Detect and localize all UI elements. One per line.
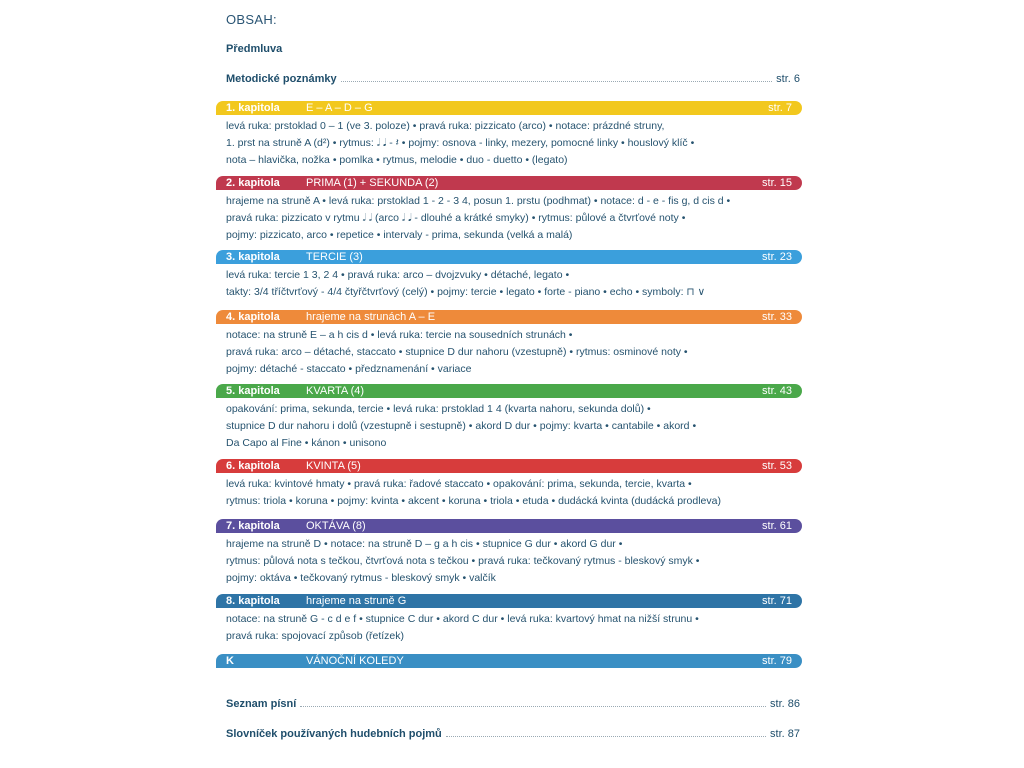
chapter-header-bar[interactable] (216, 519, 802, 533)
chapter-header-bar[interactable] (216, 459, 802, 473)
chapter-description (216, 324, 802, 378)
description-line: pravá ruka: pizzicato v rytmu 𝅗𝅥 𝅗𝅥 (arco 𝅗𝅥 𝅘𝅥 - dlouhé a krátké smyky) • rytmus: půlové a čtvrťové noty • (226, 212, 686, 224)
description-line: levá ruka: prstoklad 0 – 1 (ve 3. poloze) • pravá ruka: pizzicato (arco) • notace: prázdné struny, (226, 120, 665, 132)
dot-leader (341, 81, 773, 82)
chapter-description (216, 190, 802, 244)
chapter-block[interactable] (216, 101, 802, 169)
chapter-block[interactable] (216, 250, 802, 301)
chapter-page: str. 43 (762, 385, 792, 397)
chapter-description (216, 608, 802, 645)
description-line: hrajeme na struně D • notace: na struně D – g a h cis • stupnice G dur • akord G dur • (226, 538, 623, 550)
chapter-page: str. 71 (762, 595, 792, 607)
chapter-block[interactable] (216, 459, 802, 510)
chapter-number: 6. kapitola (226, 460, 280, 472)
chapter-number: 3. kapitola (226, 251, 280, 263)
description-line: levá ruka: tercie 1 3, 2 4 • pravá ruka: arco – dvojzvuky • détaché, legato • (226, 269, 570, 281)
description-line: pravá ruka: spojovací způsob (řetízek) (226, 630, 404, 642)
chapter-block[interactable] (216, 519, 802, 587)
chapter-page: str. 23 (762, 251, 792, 263)
description-line: rytmus: půlová nota s tečkou, čtvrťová nota s tečkou • pravá ruka: tečkovaný rytmus - bleskový smyk • (226, 555, 700, 567)
chapter-title: TERCIE (3) (306, 251, 363, 263)
entry-title: Předmluva (226, 43, 283, 55)
chapter-description (216, 398, 802, 452)
description-line: stupnice D dur nahoru i dolů (vzestupně i sestupně) • akord D dur • pojmy: kvarta • cantabile • akord • (226, 420, 697, 432)
chapter-page: str. 7 (768, 102, 792, 114)
description-line: 1. prst na struně A (d²) • rytmus: 𝅗𝅥 𝅘𝅥 - 𝄽 • pojmy: osnova - linky, mezery, pomocné linky • houslový klíč • (226, 137, 695, 149)
description-line: rytmus: triola • koruna • pojmy: kvinta • akcent • koruna • triola • etuda • dudácká kvinta (dudácká prodleva) (226, 495, 721, 507)
description-line: notace: na struně G - c d e f • stupnice C dur • akord C dur • levá ruka: kvartový hmat na nižší strunu • (226, 613, 699, 625)
description-line: levá ruka: kvintové hmaty • pravá ruka: řadové staccato • opakování: prima, sekunda, tercie, kvarta • (226, 478, 692, 490)
entry-page: str. 6 (776, 73, 800, 85)
chapter-title: hrajeme na strunách A – E (306, 311, 436, 323)
description-line: opakování: prima, sekunda, tercie • levá ruka: prstoklad 1 4 (kvarta nahoru, sekunda dolů) • (226, 403, 651, 415)
chapter-block[interactable] (216, 654, 802, 668)
dot-leader (446, 736, 766, 737)
description-line: pojmy: pizzicato, arco • repetice • intervaly - prima, sekunda (velká a malá) (226, 229, 573, 241)
chapter-title: VÁNOČNÍ KOLEDY (306, 655, 404, 667)
description-line: pojmy: détaché - staccato • předznamenání • variace (226, 363, 472, 375)
description-line: nota – hlavička, nožka • pomlka • rytmus, melodie • duo - duetto • (legato) (226, 154, 568, 166)
chapter-block[interactable] (216, 384, 802, 452)
chapter-block[interactable] (216, 594, 802, 645)
chapter-page: str. 79 (762, 655, 792, 667)
entry-page: str. 87 (770, 728, 800, 740)
entry-title: Slovníček používaných hudebních pojmů (226, 728, 442, 740)
entry-title: Metodické poznámky (226, 73, 337, 85)
toc-entry-preface[interactable] (226, 43, 800, 55)
page-title: OBSAH: (226, 12, 277, 27)
chapter-description (216, 473, 802, 510)
chapter-header-bar[interactable] (216, 176, 802, 190)
chapter-title: OKTÁVA (8) (306, 520, 366, 532)
chapter-number: 5. kapitola (226, 385, 280, 397)
chapter-page: str. 53 (762, 460, 792, 472)
chapter-block[interactable] (216, 310, 802, 378)
chapter-number: 2. kapitola (226, 177, 280, 189)
dot-leader (300, 706, 766, 707)
chapter-number: 1. kapitola (226, 102, 280, 114)
chapter-description (216, 533, 802, 587)
chapter-title: E – A – D – G (306, 102, 373, 114)
description-line: pravá ruka: arco – détaché, staccato • stupnice D dur nahoru (vzestupně) • rytmus: osminové noty • (226, 346, 688, 358)
description-line: hrajeme na struně A • levá ruka: prstoklad 1 - 2 - 3 4, posun 1. prstu (podhmat) • notace: d - e - fis g, d cis d • (226, 195, 731, 207)
chapter-header-bar[interactable] (216, 384, 802, 398)
toc-entry-methodical-notes[interactable] (226, 73, 800, 85)
chapter-page: str. 33 (762, 311, 792, 323)
chapter-page: str. 15 (762, 177, 792, 189)
chapter-page: str. 61 (762, 520, 792, 532)
chapter-number: K (226, 655, 234, 667)
chapter-title: PRIMA (1) + SEKUNDA (2) (306, 177, 439, 189)
toc-entry-glossary[interactable] (226, 728, 800, 740)
chapter-number: 8. kapitola (226, 595, 280, 607)
chapter-title: KVARTA (4) (306, 385, 365, 397)
chapter-header-bar[interactable] (216, 310, 802, 324)
chapter-header-bar[interactable] (216, 250, 802, 264)
chapter-header-bar[interactable] (216, 101, 802, 115)
chapter-number: 4. kapitola (226, 311, 280, 323)
description-line: notace: na struně E – a h cis d • levá ruka: tercie na sousedních strunách • (226, 329, 573, 341)
entry-title: Seznam písní (226, 698, 297, 710)
chapter-title: hrajeme na struně G (306, 595, 407, 607)
chapter-header-bar[interactable] (216, 654, 802, 668)
chapter-block[interactable] (216, 176, 802, 244)
entry-page: str. 86 (770, 698, 800, 710)
chapter-header-bar[interactable] (216, 594, 802, 608)
description-line: pojmy: oktáva • tečkovaný rytmus - bleskový smyk • valčík (226, 572, 496, 584)
chapter-description (216, 115, 802, 169)
toc-entry-song-list[interactable] (226, 698, 800, 710)
description-line: takty: 3/4 tříčtvrťový - 4/4 čtyřčtvrťový (celý) • pojmy: tercie • legato • forte - piano • echo • symboly: ⊓ ∨ (226, 286, 706, 298)
description-line: Da Capo al Fine • kánon • unisono (226, 437, 387, 449)
chapter-title: KVINTA (5) (306, 460, 361, 472)
chapter-description (216, 264, 802, 301)
chapter-number: 7. kapitola (226, 520, 280, 532)
